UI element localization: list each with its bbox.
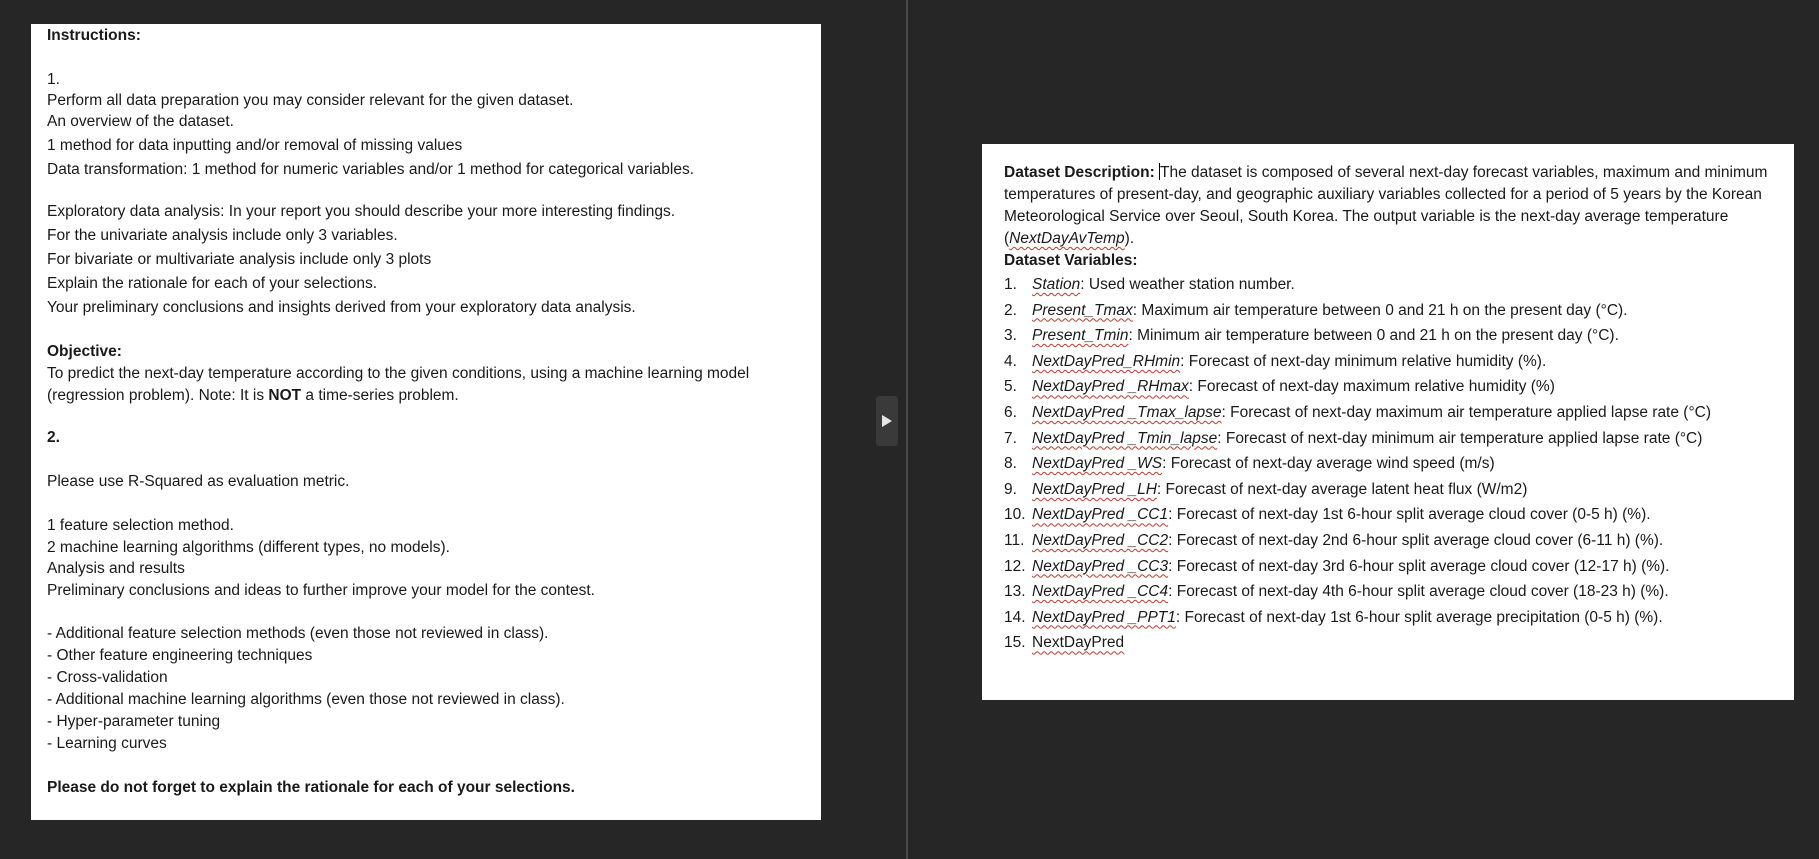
variable-number: 14. <box>1004 608 1026 626</box>
step1-line: 1 method for data inputting and/or removal of missing values <box>47 137 463 154</box>
objective-text: a time-series problem. <box>301 387 459 404</box>
variable-item <box>1004 451 1772 477</box>
variable-item <box>1004 579 1772 605</box>
variable-number: 10. <box>1004 506 1026 524</box>
variable-name: NextDayPred <box>1032 634 1125 652</box>
variable-name: NextDayPred _CC4 <box>1032 583 1169 601</box>
step1-line: An overview of the dataset. <box>47 113 234 130</box>
eda-line: Your preliminary conclusions and insights derived from your exploratory data analysis. <box>47 299 636 316</box>
variable-description: : Used weather station number. <box>1080 276 1295 293</box>
variable-description: : Forecast of next-day average wind speed (m/s) <box>1162 455 1495 473</box>
variable-number: 4. <box>1004 352 1017 370</box>
variable-description: : Forecast of next-day average latent heat flux (W/m2) <box>1156 480 1528 498</box>
variable-name: NextDayPred _CC3 <box>1032 557 1169 575</box>
extra-item: - Cross-validation <box>47 669 168 686</box>
step2-number: 2. <box>47 429 60 446</box>
variable-description: : Forecast of next-day 3rd 6-hour split average cloud cover (12-17 h) (%). <box>1168 557 1670 575</box>
left-document-pane <box>0 0 906 859</box>
instructions-document-page[interactable] <box>31 24 821 820</box>
variable-name: Present_Tmax <box>1032 301 1133 319</box>
objective-line-note <box>47 386 459 406</box>
eda-line: Exploratory data analysis: In your report you should describe your more interesting findings. <box>47 203 676 220</box>
variable-number: 2. <box>1004 301 1017 319</box>
variable-name: NextDayPred _Tmax_lapse <box>1032 403 1222 421</box>
extra-item: - Additional feature selection methods (even those not reviewed in class). <box>47 625 549 642</box>
variable-item <box>1004 272 1772 298</box>
variable-description: : Forecast of next-day 2nd 6-hour split average cloud cover (6-11 h) (%). <box>1168 531 1664 549</box>
variable-item <box>1004 477 1772 503</box>
objective-heading: Objective: <box>47 343 122 360</box>
description-label: Dataset Description: <box>1004 164 1155 181</box>
step1-number: 1. <box>47 71 60 88</box>
extra-item: - Additional machine learning algorithms (even those not reviewed in class). <box>47 691 565 708</box>
extra-item: - Hyper-parameter tuning <box>47 713 221 730</box>
variable-name: NextDayPred _CC2 <box>1032 531 1169 549</box>
extra-item: - Other feature engineering techniques <box>47 647 313 664</box>
eda-line: For bivariate or multivariate analysis include only 3 plots <box>47 251 432 268</box>
variable-item <box>1004 426 1772 452</box>
dataset-description <box>1004 162 1772 250</box>
dataset-document-page[interactable] <box>982 144 1794 700</box>
variable-item <box>1004 298 1772 324</box>
variable-description: : Forecast of next-day maximum air temperature applied lapse rate (°C) <box>1221 403 1712 421</box>
variable-number: 3. <box>1004 327 1017 345</box>
variable-description: : Forecast of next-day minimum air temperature applied lapse rate (°C) <box>1217 429 1703 447</box>
variable-number: 1. <box>1004 276 1017 293</box>
variable-item <box>1004 502 1772 528</box>
variables-list <box>1004 272 1772 656</box>
variable-name: Station <box>1032 276 1081 293</box>
metric-line: Please use R-Squared as evaluation metric. <box>47 473 350 490</box>
variable-description: : Forecast of next-day 4th 6-hour split average cloud cover (18-23 h) (%). <box>1168 583 1669 601</box>
variable-description: : Maximum air temperature between 0 and 21 h on the present day (°C). <box>1132 301 1628 319</box>
variable-description: : Forecast of next-day 1st 6-hour split average cloud cover (0-5 h) (%). <box>1168 506 1651 524</box>
objective-text: (regression problem). Note: It is <box>47 387 269 404</box>
play-triangle-icon <box>881 414 893 428</box>
step1-line: Perform all data preparation you may consider relevant for the given dataset. <box>47 92 574 109</box>
eda-line: For the univariate analysis include only 3 variables. <box>47 227 398 244</box>
model-line: Analysis and results <box>47 560 185 577</box>
variable-item <box>1004 400 1772 426</box>
variable-item <box>1004 528 1772 554</box>
variable-number: 9. <box>1004 480 1017 498</box>
variable-name: NextDayPred _Tmin_lapse <box>1032 429 1218 447</box>
variable-item <box>1004 605 1772 631</box>
variable-number: 12. <box>1004 557 1026 575</box>
description-target: NextDayAvTemp <box>1009 230 1125 247</box>
eda-line: Explain the rationale for each of your selections. <box>47 275 377 292</box>
variable-number: 11. <box>1004 531 1025 549</box>
variable-description: : Forecast of next-day maximum relative humidity (%) <box>1188 378 1555 396</box>
variable-number: 6. <box>1004 403 1017 421</box>
variable-item <box>1004 323 1772 349</box>
variable-name: NextDayPred _PPT1 <box>1032 608 1176 626</box>
pane-toggle-button[interactable] <box>876 396 898 446</box>
variable-name: NextDayPred_RHmin <box>1032 352 1181 370</box>
step1-line: Data transformation: 1 method for numeric variables and/or 1 method for categorical variables. <box>47 161 695 178</box>
variable-number: 5. <box>1004 378 1017 396</box>
model-line: 2 machine learning algorithms (different types, no models). <box>47 539 450 556</box>
variable-name: NextDayPred _LH <box>1032 480 1157 498</box>
variable-description: : Forecast of next-day 1st 6-hour split average precipitation (0-5 h) (%). <box>1175 608 1663 626</box>
variable-number: 15. <box>1004 634 1026 652</box>
variable-name: NextDayPred _CC1 <box>1032 506 1169 524</box>
model-line: Preliminary conclusions and ideas to further improve your model for the contest. <box>47 582 595 599</box>
variable-item <box>1004 554 1772 580</box>
objective-not-emphasis: NOT <box>268 387 302 404</box>
variable-description: : Forecast of next-day minimum relative humidity (%). <box>1180 352 1547 370</box>
variable-number: 8. <box>1004 455 1017 473</box>
variable-name: NextDayPred _WS <box>1032 455 1163 473</box>
description-text: The dataset is composed of several next-day forecast variables, maximum and minimum temperatures of present-day, and geographic auxiliary variables collected for a period of 5 years by the Korean Meteorological Service over Seoul, South Korea. The output variable is the next-day average temperature ( <box>1004 164 1768 247</box>
extra-item: - Learning curves <box>47 735 167 752</box>
variable-number: 7. <box>1004 429 1017 447</box>
right-document-pane <box>908 0 1819 859</box>
instructions-heading: Instructions: <box>47 27 141 44</box>
variable-name: Present_Tmin <box>1032 327 1129 345</box>
variables-heading: Dataset Variables: <box>1004 252 1138 269</box>
variable-name: NextDayPred _RHmax <box>1032 378 1189 396</box>
objective-line: To predict the next-day temperature according to the given conditions, using a machine learning model <box>47 365 750 382</box>
closing-note: Please do not forget to explain the rationale for each of your selections. <box>47 779 575 796</box>
description-end: ). <box>1124 230 1135 247</box>
variable-item <box>1004 374 1772 400</box>
variable-item <box>1004 630 1772 656</box>
model-line: 1 feature selection method. <box>47 517 234 534</box>
variable-number: 13. <box>1004 583 1026 601</box>
variable-description: : Minimum air temperature between 0 and 21 h on the present day (°C). <box>1128 327 1619 345</box>
variable-item <box>1004 349 1772 375</box>
